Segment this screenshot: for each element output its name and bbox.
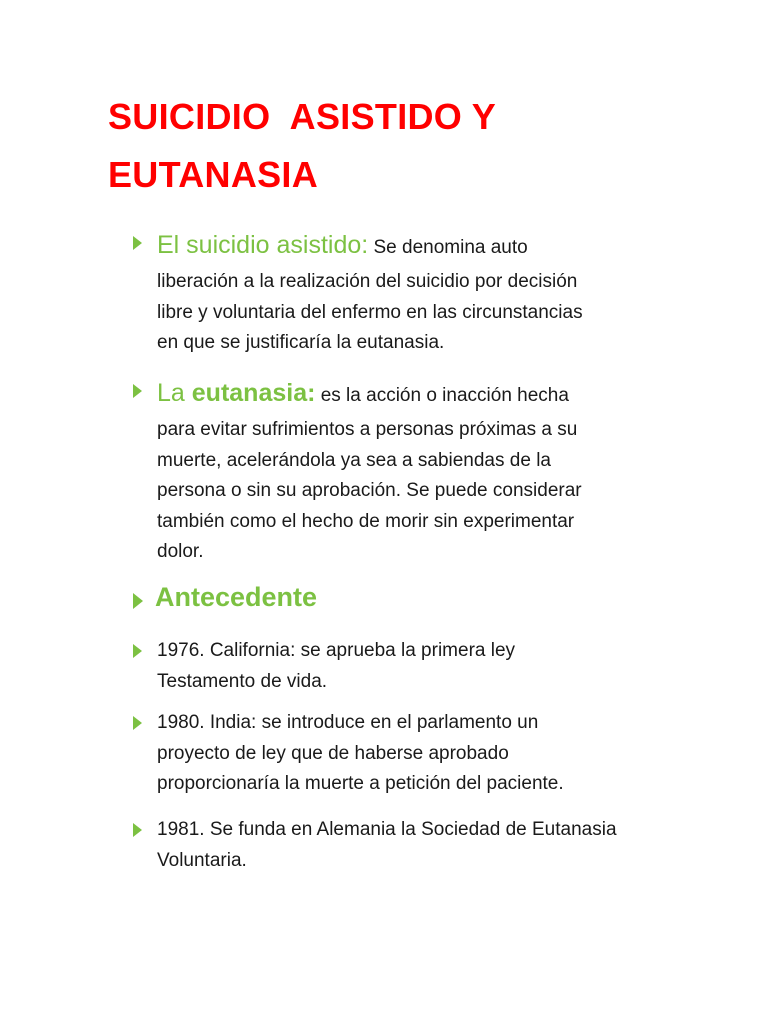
definition-line: persona o sin su aprobación. Se puede considerar — [157, 480, 582, 501]
triangle-right-icon — [133, 593, 143, 609]
definition-line: para evitar sufrimientos a personas próximas a su — [157, 419, 578, 440]
history-line: Voluntaria. — [157, 849, 247, 871]
history-text — [157, 815, 677, 876]
definition-term-prefix: La — [157, 379, 192, 407]
triangle-right-icon — [133, 823, 142, 837]
definition-term: El suicidio asistido: — [157, 231, 369, 259]
history-line: 1981. Se funda en Alemania la Sociedad de Eutanasia — [157, 819, 617, 840]
definition-line: dolor. — [157, 541, 204, 562]
history-line: proyecto de ley que de haberse aprobado — [157, 742, 509, 764]
triangle-right-icon — [133, 236, 142, 250]
history-text — [157, 708, 677, 800]
history-line: 1980. India: se introduce en el parlamento un — [157, 712, 539, 733]
history-line: proporcionaría la muerte a petición del paciente. — [157, 773, 564, 794]
definition-term: eutanasia: — [191, 379, 316, 407]
definition-line: también como el hecho de morir sin experimentar — [157, 510, 575, 532]
definition-line: muerte, acelerándola ya sea a sabiendas de la — [157, 449, 551, 471]
section-heading: Antecedente — [155, 582, 318, 612]
page-title — [108, 88, 708, 204]
definition-first-line: Se denomina auto — [368, 237, 528, 258]
triangle-right-icon — [133, 644, 142, 658]
history-line: 1976. California: se aprueba la primera ley — [157, 640, 516, 661]
definition-first-line: es la acción o inacción hecha — [315, 385, 569, 406]
triangle-right-icon — [133, 716, 142, 730]
definition-line: libre y voluntaria del enfermo en las circunstancias — [157, 301, 583, 323]
definition-line: liberación a la realización del suicidio por decisión — [157, 271, 578, 292]
definition-text — [157, 228, 677, 359]
title-line-1: SUICIDIO ASISTIDO Y — [108, 96, 497, 137]
definition-line: en que se justificaría la eutanasia. — [157, 332, 445, 353]
title-line-2: EUTANASIA — [108, 154, 319, 195]
definition-text — [157, 376, 677, 568]
history-text — [157, 636, 677, 697]
history-line: Testamento de vida. — [157, 670, 328, 692]
triangle-right-icon — [133, 384, 142, 398]
